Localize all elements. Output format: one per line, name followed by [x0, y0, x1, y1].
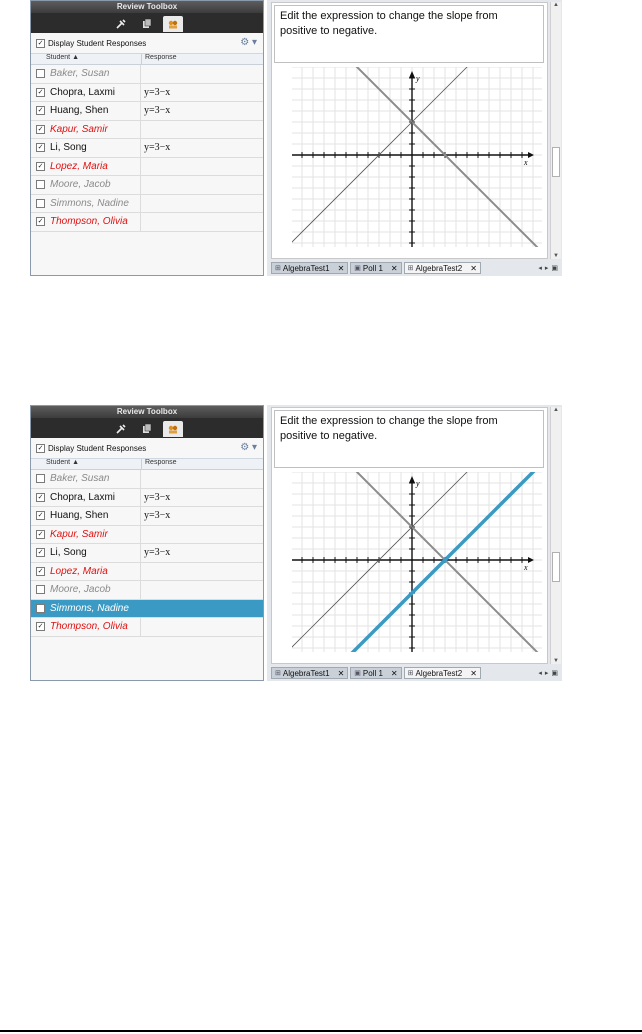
student-name: Kapur, Samir [50, 528, 108, 540]
tools-icon[interactable] [111, 421, 131, 437]
table-row[interactable] [31, 507, 263, 526]
student-name: Huang, Shen [50, 510, 109, 522]
student-checkbox[interactable]: ✓ [37, 162, 44, 170]
student-checkbox[interactable]: ✓ [37, 567, 44, 575]
y-axis-label: y [416, 74, 420, 83]
table-header [31, 54, 263, 65]
scroll-thumb[interactable] [552, 147, 560, 177]
question-text: Edit the expression to change the slope from positive to negative. [274, 410, 544, 468]
screenshot-1 [30, 0, 562, 278]
review-icon[interactable] [163, 16, 183, 32]
table-row[interactable] [31, 470, 263, 489]
display-responses-checkbox[interactable]: ✓ [37, 444, 44, 452]
document-tab[interactable] [350, 667, 401, 679]
pages-icon[interactable] [137, 421, 157, 437]
table-row[interactable] [31, 139, 263, 158]
tab-label: AlgebraTest2 [415, 263, 463, 273]
column-response[interactable]: Response [141, 54, 177, 64]
student-response: y=3−x [144, 86, 171, 98]
student-list [31, 65, 263, 232]
table-row[interactable] [31, 213, 263, 232]
document-tab[interactable] [404, 667, 481, 679]
column-student[interactable]: Student ▲ [46, 54, 80, 61]
table-row[interactable] [31, 102, 263, 121]
table-row[interactable] [31, 121, 263, 140]
toolbox-title: Review Toolbox [31, 406, 263, 418]
vertical-scrollbar[interactable] [550, 407, 561, 664]
y-axis-arrow [409, 476, 415, 483]
document-icon: ⊞ [275, 670, 281, 677]
document-tab[interactable] [404, 262, 481, 274]
line-highlighted-response [292, 472, 542, 652]
student-name: Baker, Susan [50, 473, 110, 485]
tools-icon[interactable] [111, 16, 131, 32]
toolbox-title: Review Toolbox [31, 1, 263, 13]
line-y-3-minus-x [292, 67, 542, 247]
table-row[interactable] [31, 176, 263, 195]
tab-nav-icons[interactable]: ◂▸▣ [538, 265, 561, 272]
toolbox-tabs [31, 13, 263, 33]
column-student[interactable]: Student ▲ [46, 459, 80, 466]
document-tab[interactable] [350, 262, 401, 274]
close-icon[interactable]: ✕ [390, 668, 398, 678]
tab-label: AlgebraTest2 [415, 668, 463, 678]
student-checkbox[interactable] [36, 604, 45, 613]
close-icon[interactable]: ✕ [337, 263, 345, 273]
review-icon[interactable] [163, 421, 183, 437]
student-name: Baker, Susan [50, 68, 110, 80]
student-checkbox[interactable] [36, 69, 45, 78]
poll-icon: ▣ [354, 265, 361, 272]
document-area [267, 405, 562, 681]
student-checkbox[interactable] [36, 180, 45, 189]
student-checkbox[interactable]: ✓ [37, 88, 44, 96]
student-response: y=3−x [144, 491, 171, 503]
document-icon: ⊞ [275, 265, 281, 272]
table-row[interactable] [31, 544, 263, 563]
close-icon[interactable]: ✕ [337, 668, 345, 678]
document-page [271, 2, 548, 259]
display-responses-toggle[interactable] [31, 438, 263, 459]
student-response: y=3−x [144, 547, 171, 559]
student-name: Moore, Jacob [50, 179, 111, 191]
student-checkbox[interactable]: ✓ [37, 125, 44, 133]
student-response: y=3−x [144, 105, 171, 117]
question-text: Edit the expression to change the slope from positive to negative. [274, 5, 544, 63]
scroll-up-icon[interactable]: ▲ [553, 407, 559, 413]
close-icon[interactable]: ✕ [470, 668, 477, 678]
display-responses-checkbox[interactable]: ✓ [37, 39, 44, 47]
student-name: Simmons, Nadine [50, 197, 129, 209]
scroll-down-icon[interactable]: ▼ [553, 658, 559, 664]
student-name: Lopez, Maria [50, 565, 108, 577]
x-axis-label: x [524, 158, 528, 167]
student-checkbox[interactable]: ✓ [37, 218, 44, 226]
student-checkbox[interactable]: ✓ [37, 144, 44, 152]
document-tab[interactable] [271, 667, 348, 679]
table-row[interactable] [31, 84, 263, 103]
vertical-scrollbar[interactable] [550, 2, 561, 259]
close-icon[interactable]: ✕ [390, 263, 398, 273]
review-toolbox [30, 0, 264, 276]
student-checkbox[interactable]: ✓ [37, 512, 44, 520]
table-row[interactable] [31, 581, 263, 600]
document-tab[interactable] [271, 262, 348, 274]
student-name: Li, Song [50, 547, 87, 559]
document-page [271, 407, 548, 664]
page-rule [0, 1030, 642, 1032]
student-checkbox[interactable] [36, 585, 45, 594]
student-checkbox[interactable]: ✓ [37, 493, 44, 501]
student-name: Moore, Jacob [50, 584, 111, 596]
document-area [267, 0, 562, 276]
scroll-thumb[interactable] [552, 552, 560, 582]
document-icon: ⊞ [407, 265, 414, 272]
table-row[interactable] [31, 618, 263, 637]
student-response: y=3−x [144, 510, 171, 522]
student-checkbox[interactable]: ✓ [37, 623, 44, 631]
student-name: Kapur, Samir [50, 123, 108, 135]
toolbox-tabs [31, 418, 263, 438]
scroll-up-icon[interactable]: ▲ [553, 2, 559, 8]
student-name: Simmons, Nadine [50, 602, 129, 614]
gear-icon[interactable]: ⚙ ▾ [240, 442, 257, 453]
tab-nav-icons[interactable]: ◂▸▣ [538, 670, 561, 677]
y-axis-label: y [416, 479, 420, 488]
student-name: Thompson, Olivia [50, 621, 128, 633]
student-checkbox[interactable]: ✓ [37, 107, 44, 115]
pages-icon[interactable] [137, 16, 157, 32]
student-name: Chopra, Laxmi [50, 491, 116, 503]
student-list [31, 470, 263, 637]
document-tabs [271, 261, 561, 275]
graph[interactable] [292, 67, 542, 247]
document-icon: ⊞ [407, 670, 414, 677]
table-header [31, 459, 263, 470]
table-row[interactable] [31, 65, 263, 84]
student-checkbox[interactable]: ✓ [37, 549, 44, 557]
student-name: Chopra, Laxmi [50, 86, 116, 98]
tab-label: AlgebraTest1 [282, 668, 330, 678]
display-responses-toggle[interactable] [31, 33, 263, 54]
scroll-down-icon[interactable]: ▼ [553, 253, 559, 259]
display-responses-label: Display Student Responses [48, 443, 147, 453]
tab-label: Poll 1 [362, 263, 383, 273]
x-axis-label: x [524, 563, 528, 572]
student-checkbox[interactable] [36, 199, 45, 208]
gear-icon[interactable]: ⚙ ▾ [240, 37, 257, 48]
table-row[interactable] [31, 563, 263, 582]
table-row[interactable] [31, 489, 263, 508]
tab-label: AlgebraTest1 [282, 263, 330, 273]
tab-label: Poll 1 [362, 668, 383, 678]
table-row[interactable] [31, 195, 263, 214]
review-toolbox [30, 405, 264, 681]
line-y-x-plus-3 [292, 67, 542, 247]
table-row[interactable] [31, 600, 263, 619]
student-name: Huang, Shen [50, 105, 109, 117]
graph[interactable] [292, 472, 542, 652]
table-row[interactable] [31, 158, 263, 177]
poll-icon: ▣ [354, 670, 361, 677]
student-response: y=3−x [144, 142, 171, 154]
column-response[interactable]: Response [141, 459, 177, 469]
table-row[interactable] [31, 526, 263, 545]
student-name: Thompson, Olivia [50, 216, 128, 228]
screenshot-2 [30, 405, 562, 683]
student-name: Lopez, Maria [50, 160, 108, 172]
document-tabs [271, 666, 561, 680]
student-name: Li, Song [50, 142, 87, 154]
y-axis-arrow [409, 71, 415, 78]
close-icon[interactable]: ✕ [470, 263, 477, 273]
student-checkbox[interactable]: ✓ [37, 530, 44, 538]
display-responses-label: Display Student Responses [48, 38, 147, 48]
student-checkbox[interactable] [36, 474, 45, 483]
